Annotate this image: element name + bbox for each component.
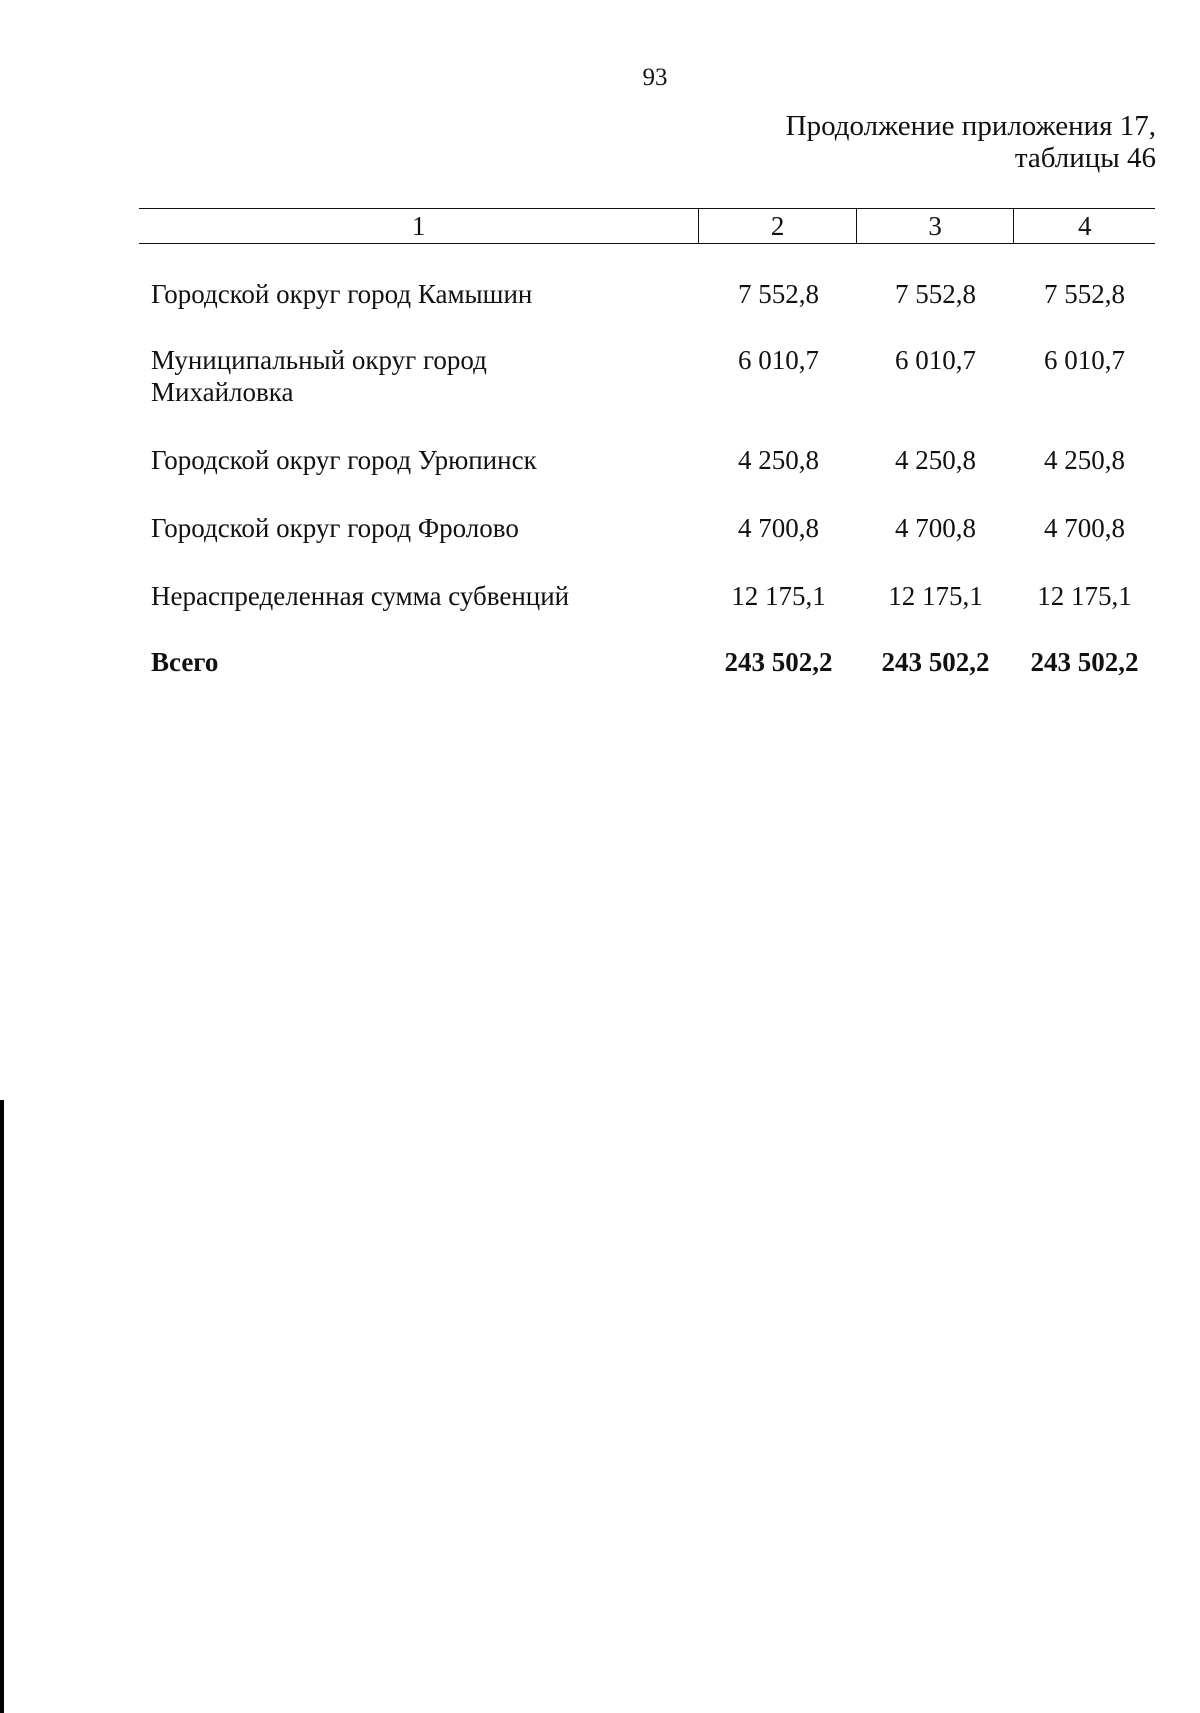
row-value-col-4: 7 552,8 [1044,279,1125,309]
row-value-col-3: 7 552,8 [895,279,976,309]
header-col-4: 4 [1013,209,1155,243]
scan-edge [0,1100,4,1713]
table-header [139,208,1155,244]
row-name: Нераспределенная сумма субвенций [151,581,570,611]
total-value-col-3: 243 502,2 [881,647,990,677]
table-row [139,344,1155,408]
row-value-col-3: 4 250,8 [895,445,976,475]
row-value-col-2: 4 250,8 [738,445,819,475]
table-row [139,580,1155,612]
header-col-2: 2 [698,209,856,243]
header-col-3: 3 [856,209,1014,243]
table-row [139,278,1155,310]
total-label: Всего [151,647,219,677]
total-value-col-2: 243 502,2 [724,647,833,677]
row-value-col-4: 4 700,8 [1044,513,1125,543]
continuation-note [556,110,1156,174]
continuation-line-1: Продолжение приложения 17, [785,110,1156,142]
data-table [139,208,1155,244]
row-value-col-2: 12 175,1 [731,581,826,611]
row-value-col-3: 4 700,8 [895,513,976,543]
table-total-row [139,646,1155,678]
continuation-line-2: таблицы 46 [1014,142,1156,174]
row-name: Городской округ город Камышин [151,279,533,309]
row-value-col-4: 6 010,7 [1044,345,1125,375]
row-value-col-2: 4 700,8 [738,513,819,543]
table-row [139,512,1155,544]
row-value-col-4: 12 175,1 [1037,581,1132,611]
row-value-col-2: 7 552,8 [738,279,819,309]
row-value-col-3: 12 175,1 [888,581,983,611]
row-name: Городской округ город Урюпинск [151,445,537,475]
header-col-1: 1 [411,211,426,241]
row-name: Городской округ город Фролово [151,513,519,543]
row-value-col-3: 6 010,7 [895,345,976,375]
page-number: 93 [642,64,668,91]
total-value-col-4: 243 502,2 [1030,647,1139,677]
row-name-line-2: Михайловка [151,377,294,407]
row-name [139,344,700,408]
row-name-line-1: Муниципальный округ город [151,345,487,375]
row-value-col-2: 6 010,7 [738,345,819,375]
table-row [139,444,1155,476]
row-value-col-4: 4 250,8 [1044,445,1125,475]
